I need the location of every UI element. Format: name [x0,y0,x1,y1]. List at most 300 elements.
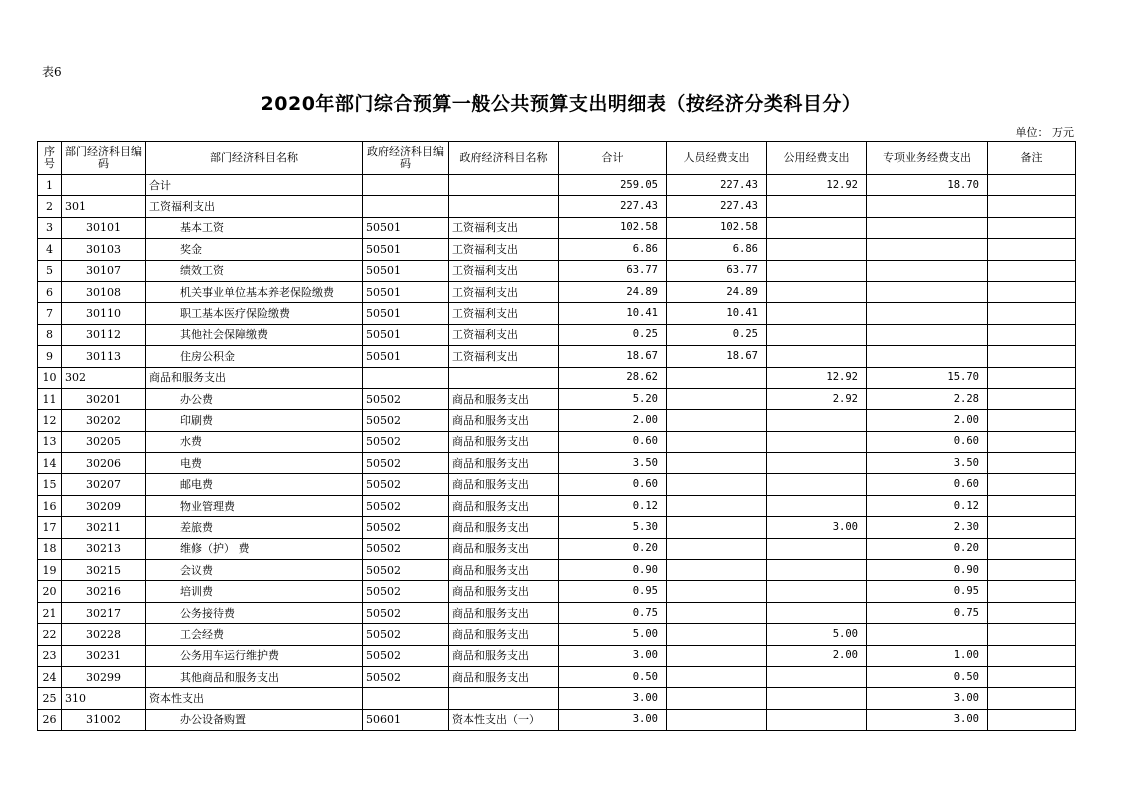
cell-public: 2.00 [767,645,867,666]
cell-total: 2.00 [559,410,667,431]
table-row [38,217,1076,238]
table-row [38,239,1076,260]
cell-remark [988,624,1076,645]
cell-total: 227.43 [559,196,667,217]
cell-remark [988,581,1076,602]
cell-dept-name: 其他社会保障缴费 [146,324,363,345]
cell-gov-code [363,196,449,217]
cell-dept-name: 合计 [146,175,363,196]
cell-gov-code: 50501 [363,217,449,238]
cell-seq: 18 [38,538,62,559]
cell-special: 0.90 [867,560,988,581]
cell-total: 0.12 [559,495,667,516]
cell-gov-name: 商品和服务支出 [449,517,559,538]
header-total: 合计 [559,142,667,175]
cell-gov-code: 50502 [363,624,449,645]
cell-dept-code: 30112 [62,324,146,345]
cell-personnel [667,688,767,709]
cell-public [767,346,867,367]
cell-dept-name: 奖金 [146,239,363,260]
cell-personnel [667,645,767,666]
cell-dept-name: 资本性支出 [146,688,363,709]
cell-dept-name: 商品和服务支出 [146,367,363,388]
cell-gov-code: 50501 [363,281,449,302]
cell-gov-name: 商品和服务支出 [449,560,559,581]
cell-public [767,602,867,623]
cell-personnel [667,602,767,623]
table-row [38,281,1076,302]
cell-total: 3.50 [559,453,667,474]
cell-dept-code [62,175,146,196]
table-row [38,260,1076,281]
cell-dept-code: 30107 [62,260,146,281]
cell-public [767,324,867,345]
cell-dept-code: 30207 [62,474,146,495]
cell-dept-name: 印刷费 [146,410,363,431]
cell-gov-code: 50501 [363,260,449,281]
cell-total: 5.00 [559,624,667,645]
cell-special [867,624,988,645]
cell-total: 6.86 [559,239,667,260]
cell-gov-code [363,367,449,388]
table-number: 表6 [42,65,62,79]
cell-public [767,709,867,730]
table-row [38,196,1076,217]
cell-seq: 15 [38,474,62,495]
table-row [38,688,1076,709]
cell-remark [988,260,1076,281]
cell-public [767,666,867,687]
header-dept-code: 部门经济科目编码 [62,142,146,175]
cell-seq: 4 [38,239,62,260]
cell-public [767,196,867,217]
cell-total: 5.30 [559,517,667,538]
cell-personnel [667,388,767,409]
cell-remark [988,281,1076,302]
cell-seq: 21 [38,602,62,623]
cell-gov-code: 50502 [363,560,449,581]
cell-gov-name: 商品和服务支出 [449,388,559,409]
cell-gov-name: 资本性支出（一） [449,709,559,730]
cell-remark [988,324,1076,345]
cell-personnel [667,367,767,388]
cell-gov-name [449,175,559,196]
cell-remark [988,239,1076,260]
cell-special [867,239,988,260]
table-row [38,175,1076,196]
cell-personnel [667,431,767,452]
cell-gov-name: 商品和服务支出 [449,495,559,516]
header-dept-name: 部门经济科目名称 [146,142,363,175]
cell-total: 18.67 [559,346,667,367]
cell-total: 0.50 [559,666,667,687]
cell-remark [988,196,1076,217]
cell-special [867,217,988,238]
cell-gov-name: 工资福利支出 [449,281,559,302]
cell-dept-name: 基本工资 [146,217,363,238]
cell-personnel [667,666,767,687]
cell-dept-name: 住房公积金 [146,346,363,367]
cell-remark [988,517,1076,538]
cell-seq: 10 [38,367,62,388]
cell-dept-code: 30110 [62,303,146,324]
cell-dept-name: 维修（护） 费 [146,538,363,559]
cell-remark [988,474,1076,495]
cell-remark [988,538,1076,559]
table-row [38,453,1076,474]
cell-dept-code: 301 [62,196,146,217]
cell-seq: 5 [38,260,62,281]
cell-personnel: 227.43 [667,196,767,217]
table-row [38,666,1076,687]
cell-seq: 16 [38,495,62,516]
cell-personnel: 18.67 [667,346,767,367]
cell-dept-code: 30217 [62,602,146,623]
cell-public [767,303,867,324]
cell-total: 5.20 [559,388,667,409]
cell-personnel: 10.41 [667,303,767,324]
cell-gov-name: 工资福利支出 [449,324,559,345]
cell-personnel: 6.86 [667,239,767,260]
header-gov-code: 政府经济科目编码 [363,142,449,175]
cell-dept-code: 30299 [62,666,146,687]
cell-seq: 7 [38,303,62,324]
cell-total: 63.77 [559,260,667,281]
table-row [38,645,1076,666]
cell-personnel: 102.58 [667,217,767,238]
cell-public: 12.92 [767,175,867,196]
cell-dept-name: 水费 [146,431,363,452]
cell-personnel [667,538,767,559]
cell-gov-code: 50502 [363,388,449,409]
cell-remark [988,346,1076,367]
cell-dept-code: 30205 [62,431,146,452]
table-row [38,346,1076,367]
budget-table [37,141,1076,731]
cell-gov-code: 50502 [363,538,449,559]
cell-gov-code: 50502 [363,495,449,516]
cell-remark [988,367,1076,388]
cell-personnel: 227.43 [667,175,767,196]
cell-total: 0.20 [559,538,667,559]
cell-dept-name: 机关事业单位基本养老保险缴费 [146,281,363,302]
cell-special: 3.00 [867,709,988,730]
cell-special: 0.50 [867,666,988,687]
table-row [38,474,1076,495]
cell-dept-code: 310 [62,688,146,709]
cell-dept-name: 职工基本医疗保险缴费 [146,303,363,324]
cell-seq: 13 [38,431,62,452]
cell-personnel [667,495,767,516]
cell-remark [988,560,1076,581]
cell-personnel [667,453,767,474]
cell-total: 28.62 [559,367,667,388]
header-remark: 备注 [988,142,1076,175]
cell-seq: 12 [38,410,62,431]
header-special: 专项业务经费支出 [867,142,988,175]
cell-dept-name: 公务接待费 [146,602,363,623]
page-title: 2020年部门综合预算一般公共预算支出明细表（按经济分类科目分） [260,93,862,115]
cell-special: 0.95 [867,581,988,602]
header-personnel: 人员经费支出 [667,142,767,175]
cell-dept-name: 会议费 [146,560,363,581]
cell-seq: 3 [38,217,62,238]
cell-dept-code: 30201 [62,388,146,409]
cell-gov-code: 50502 [363,410,449,431]
cell-remark [988,217,1076,238]
cell-total: 3.00 [559,645,667,666]
cell-special: 0.75 [867,602,988,623]
cell-dept-code: 30231 [62,645,146,666]
cell-remark [988,688,1076,709]
cell-remark [988,453,1076,474]
cell-seq: 1 [38,175,62,196]
cell-remark [988,303,1076,324]
cell-gov-code: 50502 [363,517,449,538]
cell-remark [988,495,1076,516]
cell-special: 0.60 [867,474,988,495]
cell-public [767,217,867,238]
table-row [38,581,1076,602]
cell-total: 3.00 [559,688,667,709]
cell-dept-code: 302 [62,367,146,388]
cell-public [767,538,867,559]
cell-public [767,410,867,431]
cell-gov-code [363,688,449,709]
cell-gov-name [449,688,559,709]
cell-remark [988,431,1076,452]
cell-gov-name: 商品和服务支出 [449,624,559,645]
cell-gov-code: 50501 [363,303,449,324]
cell-special: 3.50 [867,453,988,474]
cell-special [867,281,988,302]
cell-dept-name: 办公设备购置 [146,709,363,730]
cell-public [767,474,867,495]
cell-remark [988,709,1076,730]
table-row [38,495,1076,516]
header-public: 公用经费支出 [767,142,867,175]
cell-gov-name: 工资福利支出 [449,260,559,281]
unit-label: 单位： 万元 [1015,126,1074,139]
cell-total: 0.95 [559,581,667,602]
cell-seq: 22 [38,624,62,645]
cell-gov-name: 商品和服务支出 [449,645,559,666]
cell-seq: 24 [38,666,62,687]
cell-special [867,346,988,367]
cell-dept-code: 30206 [62,453,146,474]
cell-gov-code: 50501 [363,324,449,345]
cell-dept-name: 物业管理费 [146,495,363,516]
cell-total: 3.00 [559,709,667,730]
cell-gov-name: 商品和服务支出 [449,581,559,602]
cell-seq: 2 [38,196,62,217]
cell-seq: 11 [38,388,62,409]
cell-public: 3.00 [767,517,867,538]
cell-seq: 8 [38,324,62,345]
cell-public [767,281,867,302]
cell-gov-code: 50501 [363,346,449,367]
cell-gov-code: 50501 [363,239,449,260]
cell-seq: 14 [38,453,62,474]
table-row [38,324,1076,345]
cell-special [867,196,988,217]
cell-dept-name: 工资福利支出 [146,196,363,217]
table-row [38,410,1076,431]
cell-special: 18.70 [867,175,988,196]
cell-gov-name: 商品和服务支出 [449,410,559,431]
cell-special: 3.00 [867,688,988,709]
cell-special: 1.00 [867,645,988,666]
table-row [38,367,1076,388]
cell-special: 2.30 [867,517,988,538]
cell-dept-code: 30215 [62,560,146,581]
table-row [38,709,1076,730]
cell-seq: 17 [38,517,62,538]
cell-total: 0.60 [559,431,667,452]
table-row [38,388,1076,409]
cell-gov-code: 50502 [363,645,449,666]
cell-gov-code: 50502 [363,453,449,474]
cell-personnel [667,560,767,581]
cell-gov-name: 商品和服务支出 [449,431,559,452]
header-seq: 序号 [38,142,62,175]
header-row [38,142,1076,175]
cell-special: 0.20 [867,538,988,559]
cell-special: 2.00 [867,410,988,431]
table-row [38,560,1076,581]
cell-remark [988,410,1076,431]
cell-special: 0.12 [867,495,988,516]
cell-personnel: 0.25 [667,324,767,345]
cell-special: 0.60 [867,431,988,452]
cell-special [867,324,988,345]
cell-gov-name: 工资福利支出 [449,239,559,260]
cell-special: 15.70 [867,367,988,388]
cell-public [767,453,867,474]
cell-total: 0.25 [559,324,667,345]
cell-dept-name: 办公费 [146,388,363,409]
cell-gov-code: 50502 [363,581,449,602]
cell-public: 12.92 [767,367,867,388]
cell-public [767,560,867,581]
table-row [38,602,1076,623]
cell-gov-code: 50502 [363,474,449,495]
cell-dept-code: 30101 [62,217,146,238]
cell-gov-code: 50502 [363,602,449,623]
cell-public [767,431,867,452]
cell-dept-name: 公务用车运行维护费 [146,645,363,666]
cell-total: 10.41 [559,303,667,324]
cell-gov-code: 50502 [363,666,449,687]
cell-seq: 26 [38,709,62,730]
cell-dept-name: 工会经费 [146,624,363,645]
cell-gov-code: 50601 [363,709,449,730]
cell-personnel [667,709,767,730]
cell-dept-code: 31002 [62,709,146,730]
cell-dept-code: 30103 [62,239,146,260]
cell-dept-name: 其他商品和服务支出 [146,666,363,687]
cell-public [767,688,867,709]
cell-gov-code [363,175,449,196]
cell-gov-name: 商品和服务支出 [449,602,559,623]
cell-dept-code: 30216 [62,581,146,602]
cell-personnel: 63.77 [667,260,767,281]
cell-dept-name: 电费 [146,453,363,474]
cell-seq: 6 [38,281,62,302]
table-row [38,517,1076,538]
cell-remark [988,666,1076,687]
cell-dept-code: 30228 [62,624,146,645]
cell-remark [988,388,1076,409]
cell-dept-code: 30202 [62,410,146,431]
cell-dept-code: 30213 [62,538,146,559]
cell-personnel [667,517,767,538]
cell-special [867,260,988,281]
cell-total: 259.05 [559,175,667,196]
cell-gov-name: 商品和服务支出 [449,474,559,495]
cell-total: 102.58 [559,217,667,238]
cell-personnel [667,624,767,645]
cell-special [867,303,988,324]
cell-seq: 20 [38,581,62,602]
cell-remark [988,175,1076,196]
cell-gov-name: 工资福利支出 [449,303,559,324]
cell-total: 24.89 [559,281,667,302]
cell-dept-code: 30108 [62,281,146,302]
cell-total: 0.60 [559,474,667,495]
cell-gov-name: 商品和服务支出 [449,453,559,474]
cell-total: 0.75 [559,602,667,623]
cell-dept-name: 差旅费 [146,517,363,538]
cell-personnel: 24.89 [667,281,767,302]
cell-dept-name: 绩效工资 [146,260,363,281]
cell-remark [988,645,1076,666]
cell-seq: 25 [38,688,62,709]
cell-remark [988,602,1076,623]
cell-personnel [667,410,767,431]
cell-seq: 19 [38,560,62,581]
cell-gov-name: 工资福利支出 [449,217,559,238]
cell-gov-name: 商品和服务支出 [449,538,559,559]
table-row [38,624,1076,645]
cell-dept-code: 30211 [62,517,146,538]
cell-dept-code: 30113 [62,346,146,367]
cell-personnel [667,581,767,602]
cell-public [767,239,867,260]
cell-public [767,260,867,281]
cell-dept-code: 30209 [62,495,146,516]
cell-public: 2.92 [767,388,867,409]
table-row [38,303,1076,324]
cell-seq: 23 [38,645,62,666]
cell-seq: 9 [38,346,62,367]
cell-dept-name: 培训费 [146,581,363,602]
cell-gov-name: 商品和服务支出 [449,666,559,687]
cell-gov-name [449,196,559,217]
cell-gov-name: 工资福利支出 [449,346,559,367]
cell-total: 0.90 [559,560,667,581]
cell-gov-code: 50502 [363,431,449,452]
cell-public [767,495,867,516]
cell-personnel [667,474,767,495]
header-gov-name: 政府经济科目名称 [449,142,559,175]
cell-dept-name: 邮电费 [146,474,363,495]
cell-public [767,581,867,602]
table-row [38,431,1076,452]
cell-public: 5.00 [767,624,867,645]
table-row [38,538,1076,559]
cell-gov-name [449,367,559,388]
